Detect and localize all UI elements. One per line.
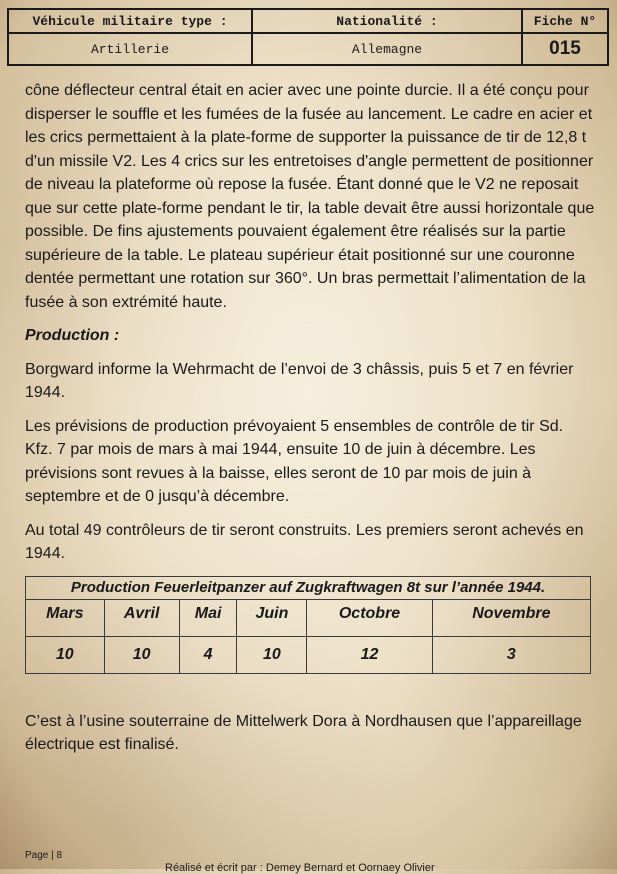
paragraph-forecast: Les prévisions de production prévoyaient 5 ensembles de contrôle de tir Sd. Kfz. 7 par mois de mars à mai 1944, ensuite 10 de juin à décembre. Les prévisions sont revues à la baisse, elles seront de 10 par mois de juin à septembre et de 0 jusqu’à décembre. (25, 417, 564, 505)
nationality-value: Allemagne (252, 33, 522, 65)
production-table (25, 576, 591, 674)
production-table-caption: Production Feuerleitpanzer auf Zugkraftwagen 8t sur l’année 1944. (26, 576, 591, 599)
paragraph-borgward: Borgward informe la Wehrmacht de l’envoi de 3 châssis, puis 5 et 7 en février 1944. (25, 360, 574, 401)
header-table (7, 8, 609, 66)
table-cell: 10 (104, 636, 179, 673)
table-header-cell: Avril (104, 599, 179, 636)
table-cell: 4 (179, 636, 237, 673)
table-cell: 12 (307, 636, 432, 673)
type-value: Artillerie (8, 33, 252, 65)
table-header-cell: Juin (237, 599, 307, 636)
table-header-row (26, 599, 591, 636)
production-heading: Production : (25, 327, 120, 344)
fiche-number: 015 (522, 33, 608, 65)
fiche-label: Fiche N° (522, 9, 608, 33)
table-row (26, 636, 591, 673)
paragraph-total: Au total 49 contrôleurs de tir seront construits. Les premiers seront achevés en 1944. (25, 521, 584, 562)
table-header-cell: Octobre (307, 599, 432, 636)
table-cell: 10 (26, 636, 105, 673)
type-label: Véhicule militaire type : (8, 9, 252, 33)
table-cell: 10 (237, 636, 307, 673)
paragraph-launch-table: cône déflecteur central était en acier avec une pointe durcie. Il a été conçu pour disperser le souffle et les fumées de la fusée au lancement. Le cadre en acier et les crics permettaient à la plate-forme de supporter la puissance de tir de 12,8 t d'un missile V2. Les 4 crics sur les entretoises d'angle permettent de positionner de niveau la plateforme où repose la fusée. Étant donné que le V2 ne reposait que sur cette plate-forme pendant le tir, la table devait être aussi horizontale que possible. De fins ajustements pouvaient également être réalisés sur la partie supérieure de la table. Le plateau supérieur était positionné sur une couronne dentée permettant une rotation sur 360°. Un bras permettait l’alimentation de la fusée à son extrémité haute. (25, 82, 595, 311)
table-header-cell: Novembre (432, 599, 590, 636)
table-header-cell: Mai (179, 599, 237, 636)
document-body (25, 79, 595, 767)
table-header-cell: Mars (26, 599, 105, 636)
footer-credit: Réalisé et écrit par : Demey Bernard et Oornaey Olivier (165, 862, 435, 874)
page-number: Page | 8 (25, 850, 63, 861)
paragraph-mittelwerk: C’est à l’usine souterraine de Mittelwerk Dora à Nordhausen que l’appareillage électrique est finalisé. (25, 712, 582, 753)
nationality-label: Nationalité : (252, 9, 522, 33)
table-cell: 3 (432, 636, 590, 673)
